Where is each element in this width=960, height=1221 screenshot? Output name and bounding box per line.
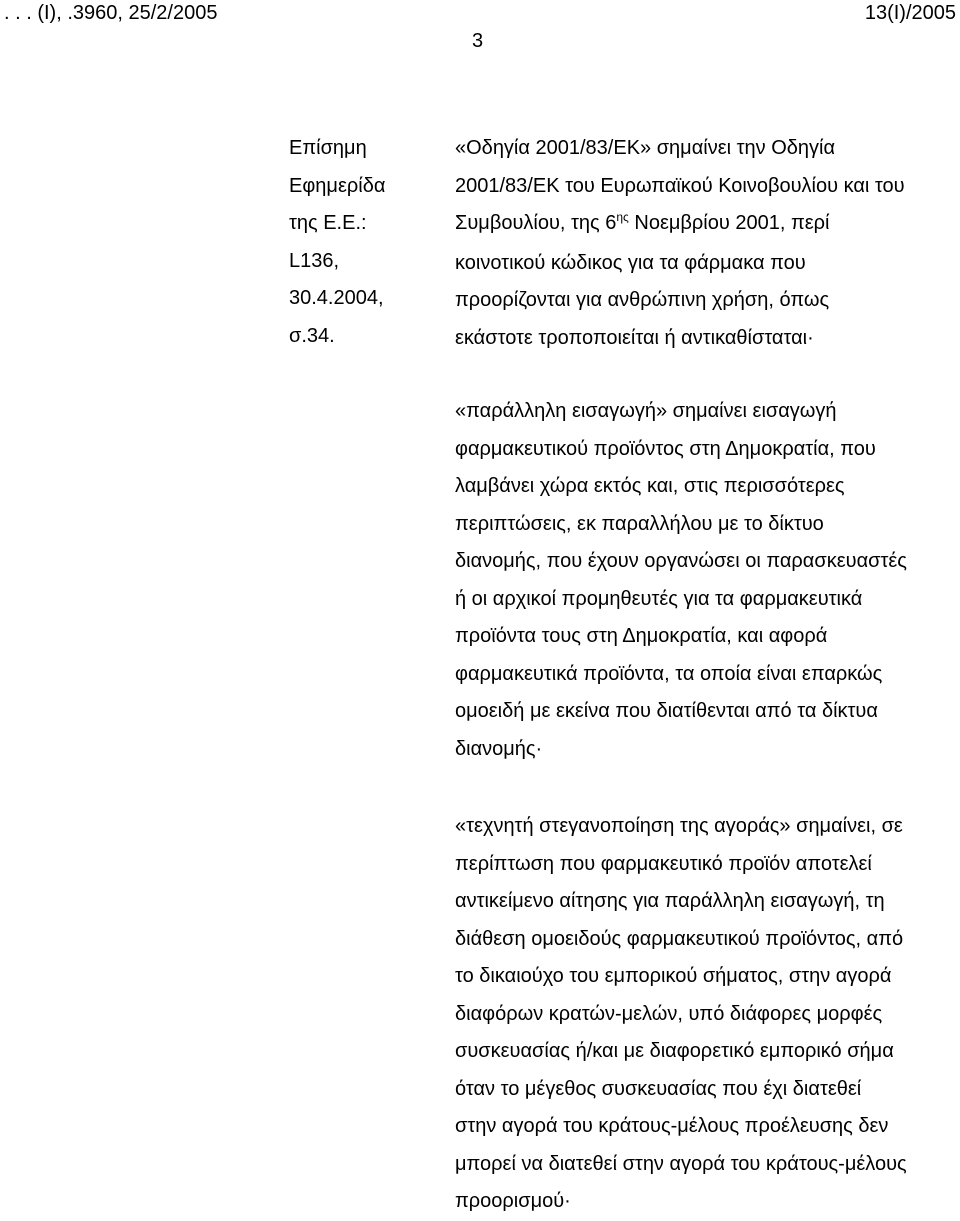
definition-line: «Οδηγία 2001/83/ΕΚ» σημαίνει την Οδηγία [455,137,836,159]
definition-line: φαρμακευτικού προϊόντος στη Δημοκρατία, που [455,437,876,460]
definition-market-partitioning [455,808,955,1221]
margin-note-line: Επίσημη [289,137,367,159]
definition-line: προϊόντα τους στη Δημοκρατία, και αφορά [455,625,828,647]
definition-line: λαμβάνει χώρα εκτός και, στις περισσότερες [455,475,845,497]
definition-line: στην αγορά του κράτους-μέλους προέλευσης δεν [455,1115,889,1137]
definition-line: διανομής· [455,737,543,760]
definition-line: φαρμακευτικά προϊόντα, τα οποία είναι επαρκώς [455,662,883,685]
definition-line: περίπτωση που φαρμακευτικό προϊόν αποτελεί [455,852,872,875]
margin-note-line: Εφημερίδα [289,174,386,197]
definition-line: διάθεση ομοειδούς φαρμακευτικού προϊόντος, από [455,927,904,950]
definition-line: μπορεί να διατεθεί στην αγορά του κράτους-μέλους [455,1152,907,1175]
definition-line: προορισμού· [455,1190,571,1212]
definition-line: περιπτώσεις, εκ παραλλήλου με το δίκτυο [455,512,824,535]
definition-line [455,205,955,245]
definition-parallel-import [455,393,955,768]
definition-line: «παράλληλη εισαγωγή» σημαίνει εισαγωγή [455,400,837,422]
definition-line: διαφόρων κρατών-μελών, υπό διάφορες μορφές [455,1002,883,1025]
definition-directive [455,130,955,357]
header-left: . . . (Ι), .3960, 25/2/2005 [4,2,218,24]
definition-line: εκάστοτε τροποποιείται ή αντικαθίσταται· [455,326,814,349]
definition-line: όταν το μέγεθος συσκευασίας που έχι διατεθεί [455,1077,862,1100]
page-number: 3 [472,30,484,52]
margin-note [289,130,385,355]
margin-note-line: σ.34. [289,324,335,347]
definition-line: ομοειδή με εκείνα που διατίθενται από τα δίκτυα [455,700,878,722]
margin-note-line: L136, [289,249,340,272]
margin-note-line: της Ε.Ε.: [289,212,367,234]
definition-line: αντικείμενο αίτησης για παράλληλη εισαγωγή, τη [455,890,885,912]
definition-line-start: Συμβουλίου, της 6 [455,212,617,234]
margin-note-line: 30.4.2004, [289,287,384,309]
definition-line: συσκευασίας ή/και με διαφορετικό εμπορικό σήμα [455,1040,894,1062]
definition-line-rest: Νοεμβρίου 2001, περί [628,212,830,234]
ordinal-superscript: ης [616,210,629,224]
definition-line: το δικαιούχο του εμπορικού σήματος, στην αγορά [455,965,892,987]
definition-line: ή οι αρχικοί προμηθευτές για τα φαρμακευτικά [455,587,863,610]
definition-line: «τεχνητή στεγανοποίηση της αγοράς» σημαίνει, σε [455,815,903,837]
definition-line: κοινοτικού κώδικος για τα φάρμακα που [455,251,806,274]
definition-line: προορίζονται για ανθρώπινη χρήση, όπως [455,289,830,311]
definition-line: διανομής, που έχουν οργανώσει οι παρασκευαστές [455,550,907,572]
definition-line: 2001/83/ΕΚ του Ευρωπαϊκού Κοινοβουλίου και του [455,174,905,197]
header-right: 13(Ι)/2005 [864,2,956,24]
